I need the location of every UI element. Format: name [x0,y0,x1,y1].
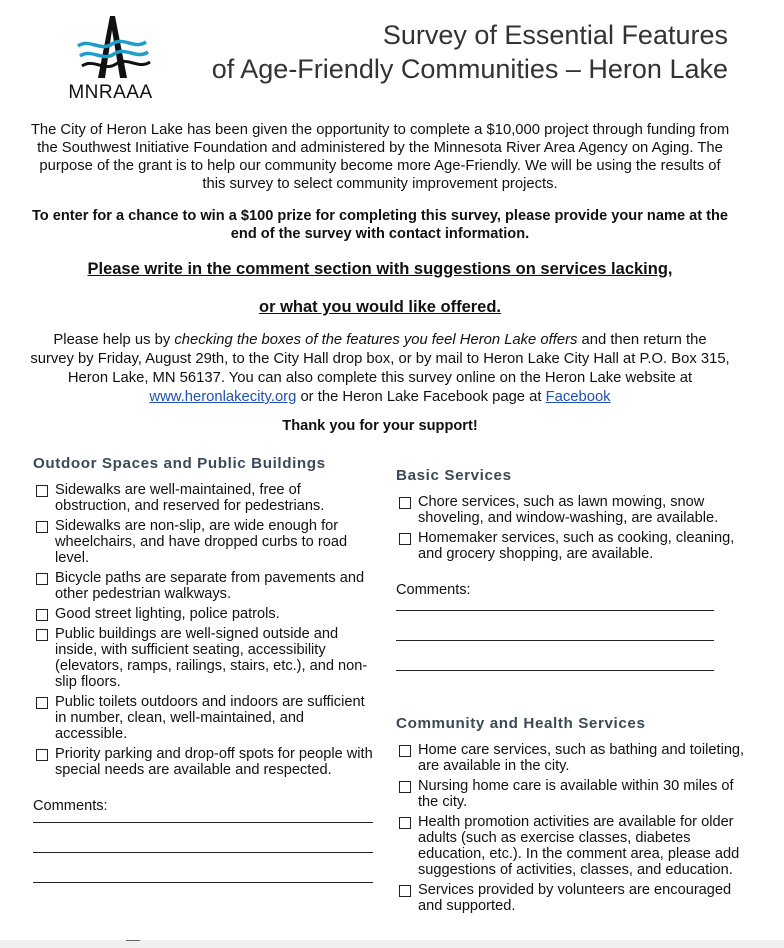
comment-line[interactable] [33,823,373,853]
comment-line[interactable] [396,598,714,611]
item-text: Public toilets outdoors and indoors are sufficient in number, clean, well-maintained, and accessible. [55,694,365,742]
checklist-item [33,482,373,514]
basic-services-section [396,467,746,671]
checkbox[interactable] [36,485,48,497]
logo-text: MNRAAA [68,82,153,103]
checklist-item [33,694,373,742]
item-text: Chore services, such as lawn mowing, snow shoveling, and window-washing, are available. [418,494,719,526]
item-text: Health promotion activities are available for older adults (such as exercise classes, diabetes education, etc.). In the comment area, please add suggestions of activities, classes, and education. [418,814,740,878]
comments-label-outdoor: Comments: [33,798,108,814]
checkbox[interactable] [36,573,48,585]
help-middle: and then return the survey by Friday, August 29th, to the City Hall drop box, or by mail to Heron Lake City Hall at P.O. Box 315, Heron Lake, MN 56137. You can also complete this survey online on the Heron Lake website at [30,332,730,386]
section-heading-outdoor: Outdoor Spaces and Public Buildings [33,455,326,472]
checklist-item [33,518,373,566]
comment-line[interactable] [33,853,373,883]
intro-paragraph: The City of Heron Lake has been given the opportunity to complete a $10,000 project through funding from the Southwest Initiative Foundation and administered by the Minnesota River Area Agency on Aging. The purpose of the grant is to help our community become more Age-Friendly. We will be using the results of this survey to select community improvement projects. [30,122,730,192]
prize-notice: To enter for a chance to win a $100 prize for completing this survey, please provide your name at the end of the survey with contact information. [31,208,729,242]
checkbox[interactable] [399,533,411,545]
comment-line[interactable] [396,641,714,671]
checkbox[interactable] [36,749,48,761]
comment-line[interactable] [33,814,373,823]
comment-request-line-1: Please write in the comment section with suggestions on services lacking, [87,260,673,278]
help-prefix: Please help us by [53,332,175,348]
item-text: Homemaker services, such as cooking, cleaning, and grocery shopping, are available. [418,530,735,562]
basic-comment-lines [396,598,714,671]
section-heading-basic: Basic Services [396,467,512,484]
checklist-item [396,742,746,774]
checklist-item [33,626,373,690]
checklist-item [396,882,746,914]
thanks-text: Thank you for your support! [282,418,478,434]
item-text: Nursing home care is available within 30 miles of the city. [418,778,734,810]
item-text: Sidewalks are non-slip, are wide enough for wheelchairs, and have dropped curbs to road level. [55,518,348,566]
website-link[interactable]: www.heronlakecity.org [149,389,297,405]
item-text: Public buildings are well-signed outside and inside, with sufficient seating, accessibility (elevators, ramps, railings, stairs, etc.), and non-slip floors. [55,626,368,690]
comment-line[interactable] [396,611,714,641]
checkbox[interactable] [36,697,48,709]
checkbox[interactable] [399,885,411,897]
item-text: Priority parking and drop-off spots for people with special needs are available and respected. [55,746,373,778]
checkbox[interactable] [399,497,411,509]
section-heading-health: Community and Health Services [396,715,646,732]
checklist-item [396,814,746,878]
item-text: Sidewalks are well-maintained, free of obstruction, and reserved for pedestrians. [55,482,325,514]
checkbox[interactable] [36,629,48,641]
item-text: Bicycle paths are separate from pavements and other pedestrian walkways. [55,570,365,602]
facebook-link[interactable]: Facebook [545,389,611,405]
comment-request-line-2: or what you would like offered. [258,298,502,316]
checklist-item [33,746,373,778]
checkbox[interactable] [36,521,48,533]
help-paragraph [30,331,730,407]
outdoor-section [33,455,373,883]
health-services-section [396,715,746,918]
logo-mark-icon [58,12,163,84]
checkbox[interactable] [399,817,411,829]
item-text: Good street lighting, police patrols. [55,606,280,622]
checkbox[interactable] [399,745,411,757]
checklist-item [396,530,746,562]
help-between: or the Heron Lake Facebook page at [296,389,546,405]
comments-label-basic: Comments: [396,582,471,598]
checkbox[interactable] [36,609,48,621]
checklist-item [396,494,746,526]
title-line-1: Survey of Essential Features [382,20,728,50]
checkbox[interactable] [399,781,411,793]
checklist-item [33,606,373,622]
page-title [212,18,728,86]
item-text: Services provided by volunteers are encouraged and supported. [418,882,732,914]
checklist-item [396,778,746,810]
item-text: Home care services, such as bathing and toileting, are available in the city. [418,742,745,774]
mnraaa-logo [58,12,163,104]
title-line-2: of Age-Friendly Communities – Heron Lake [211,54,728,84]
help-emphasis: checking the boxes of the features you feel Heron Lake offers [174,332,578,348]
checklist-item [33,570,373,602]
